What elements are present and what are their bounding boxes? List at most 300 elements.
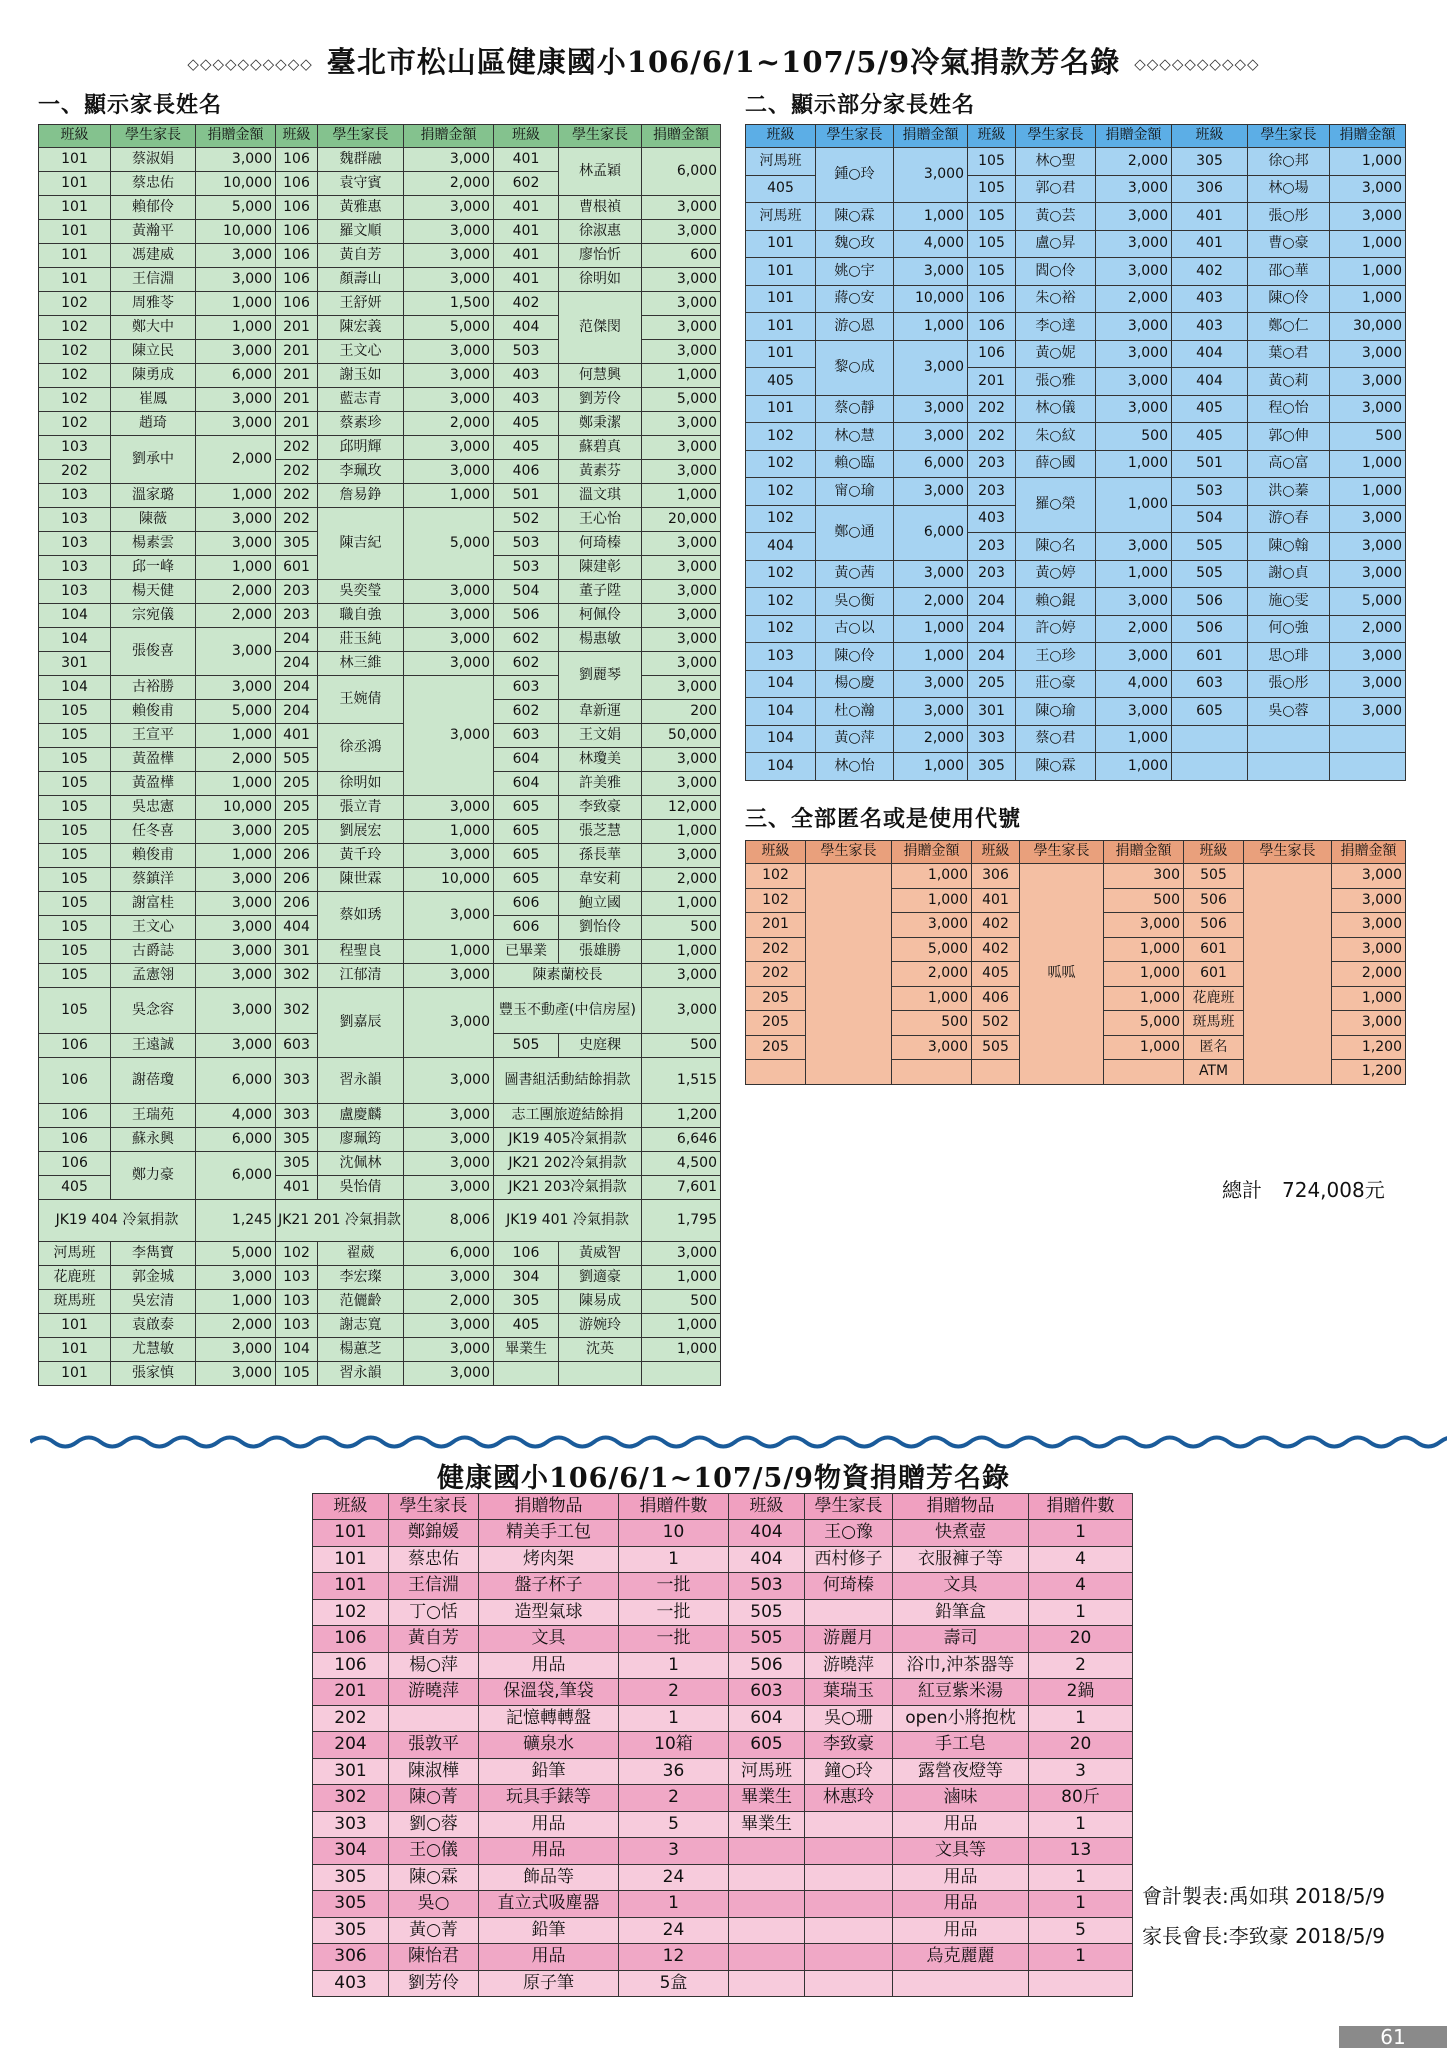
table-cell: 徐○邦 — [1248, 148, 1330, 176]
table-cell: 王文娟 — [559, 724, 642, 748]
table-cell: 1,795 — [642, 1200, 721, 1242]
table-cell: 105 — [39, 964, 111, 988]
table-cell: 3,000 — [1330, 395, 1406, 423]
table-cell: 3,000 — [404, 268, 494, 292]
table-cell — [729, 1864, 805, 1891]
table-cell: 105 — [39, 748, 111, 772]
table-cell: 204 — [313, 1732, 389, 1759]
table-cell: 201 — [313, 1679, 389, 1706]
table-cell: 用品 — [893, 1891, 1029, 1918]
table-cell: 3,000 — [1330, 560, 1406, 588]
table-cell: 101 — [313, 1573, 389, 1600]
table-cell: 305 — [313, 1864, 389, 1891]
table-cell: 101 — [39, 1338, 111, 1362]
table-cell: 3,000 — [642, 412, 721, 436]
table-cell: 林○場 — [1248, 175, 1330, 203]
table-cell: 孫長華 — [559, 844, 642, 868]
table-cell: 503 — [729, 1573, 805, 1600]
table-cell: 106 — [39, 1034, 111, 1058]
table-cell: 1,000 — [196, 1290, 276, 1314]
table-cell: 3,000 — [1332, 1011, 1406, 1036]
table-cell: 506 — [1172, 588, 1248, 616]
table-cell: 用品 — [479, 1811, 619, 1838]
table-cell: 1,000 — [892, 986, 972, 1011]
table-row — [39, 724, 721, 748]
table-cell: 3,000 — [1096, 230, 1172, 258]
table-cell: 徐明如 — [559, 268, 642, 292]
table-cell: 匿名 — [1184, 1035, 1244, 1060]
table-cell: 306 — [313, 1944, 389, 1971]
table-cell: 202 — [276, 460, 318, 484]
table-cell: 張敦平 — [389, 1732, 479, 1759]
table-cell: 3,000 — [404, 1362, 494, 1386]
table-cell: 106 — [276, 148, 318, 172]
table-cell: 3,000 — [1332, 864, 1406, 889]
table-cell: 3,000 — [196, 676, 276, 700]
table-cell — [1330, 753, 1406, 781]
table-cell: 301 — [39, 652, 111, 676]
table-cell: 501 — [494, 484, 559, 508]
table-cell: 河馬班 — [39, 1242, 111, 1266]
table-cell: 404 — [746, 533, 816, 561]
table-row — [313, 1599, 1133, 1626]
table-cell: 3,000 — [894, 698, 968, 726]
table-cell: 101 — [39, 1362, 111, 1386]
table-row — [39, 1242, 721, 1266]
table-cell: 506 — [1172, 615, 1248, 643]
table-cell: 2,000 — [1332, 962, 1406, 987]
table-cell: 河馬班 — [746, 203, 816, 231]
table-cell: 詹易錚 — [318, 484, 404, 508]
table-cell: 蔡○君 — [1016, 725, 1096, 753]
table-row — [313, 1970, 1133, 1997]
table-cell: 1,000 — [1104, 1035, 1184, 1060]
table-cell: 404 — [494, 316, 559, 340]
table-cell: 游○恩 — [816, 313, 894, 341]
table-cell: 3,000 — [404, 220, 494, 244]
table-cell: 郭金城 — [111, 1266, 196, 1290]
table-cell: 106 — [968, 285, 1016, 313]
table-cell: 斑馬班 — [1184, 1011, 1244, 1036]
table-cell: 104 — [39, 676, 111, 700]
table-cell: 306 — [972, 864, 1020, 889]
table-cell: 林○儀 — [1016, 395, 1096, 423]
table-cell: 3,000 — [196, 892, 276, 916]
table-cell: 1,000 — [196, 844, 276, 868]
table-cell: 施○雯 — [1248, 588, 1330, 616]
table-cell: 402 — [1172, 258, 1248, 286]
table-cell: 浴巾,沖茶器等 — [893, 1652, 1029, 1679]
table-cell: 206 — [276, 844, 318, 868]
table-cell — [642, 1362, 721, 1386]
table-cell: 102 — [746, 423, 816, 451]
table-cell: 105 — [968, 258, 1016, 286]
table-cell: 張俊喜 — [111, 628, 196, 676]
table-cell: 3,000 — [642, 1242, 721, 1266]
table-cell: 401 — [494, 148, 559, 172]
table-cell: 林○慧 — [816, 423, 894, 451]
table-cell: 2,000 — [404, 412, 494, 436]
table-cell: 50,000 — [642, 724, 721, 748]
table-cell: 104 — [39, 628, 111, 652]
table-cell: 楊天健 — [111, 580, 196, 604]
table-cell: 劉展宏 — [318, 820, 404, 844]
table-cell: 5,000 — [642, 388, 721, 412]
table-cell: 3,000 — [1330, 698, 1406, 726]
table-cell: 3,000 — [196, 868, 276, 892]
goods-table — [312, 1493, 1133, 1997]
table-cell: 1,000 — [894, 313, 968, 341]
table-cell: 305 — [313, 1891, 389, 1918]
header-cell: 班級 — [968, 125, 1016, 148]
table-cell: 3,000 — [642, 676, 721, 700]
table-cell: 1,000 — [1330, 450, 1406, 478]
table-row — [746, 725, 1406, 753]
table-cell: 102 — [39, 412, 111, 436]
table-cell: 102 — [746, 888, 806, 913]
table-cell: 保溫袋,筆袋 — [479, 1679, 619, 1706]
table-cell: 6,646 — [642, 1128, 721, 1152]
table-cell: 文具 — [479, 1626, 619, 1653]
table-cell: 溫文琪 — [559, 484, 642, 508]
table-cell: 花鹿班 — [1184, 986, 1244, 1011]
table-cell: 4,000 — [894, 230, 968, 258]
title-ornament-right: ◇◇◇◇◇◇◇◇◇◇ — [1134, 55, 1260, 73]
table-cell: 404 — [1172, 340, 1248, 368]
table-cell: 飾品等 — [479, 1864, 619, 1891]
wave-divider — [30, 1428, 1447, 1454]
table-cell: 畢業生 — [729, 1811, 805, 1838]
table-cell: 203 — [968, 560, 1016, 588]
table-cell: 游曉萍 — [805, 1652, 893, 1679]
table-cell: 3,000 — [642, 964, 721, 988]
table-cell: 1,000 — [1104, 986, 1184, 1011]
table-cell: 402 — [494, 292, 559, 316]
table-cell: 3,000 — [1096, 395, 1172, 423]
table-cell: 莊○豪 — [1016, 670, 1096, 698]
table-cell: 602 — [494, 700, 559, 724]
table-row — [746, 588, 1406, 616]
table-cell: 3,000 — [1330, 203, 1406, 231]
table-cell: 史庭稞 — [559, 1034, 642, 1058]
table-cell: 2,000 — [1096, 148, 1172, 176]
table-cell: 201 — [746, 913, 806, 938]
table-cell: 1 — [1029, 1811, 1133, 1838]
table-cell: 劉○蓉 — [389, 1811, 479, 1838]
table-cell: 3,000 — [1330, 175, 1406, 203]
table-cell: 1,000 — [642, 940, 721, 964]
table-cell: JK19 404 冷氣捐款 — [39, 1200, 196, 1242]
table-cell: 303 — [968, 725, 1016, 753]
table-cell: 206 — [276, 868, 318, 892]
table-cell: 3,000 — [196, 940, 276, 964]
table-row — [313, 1864, 1133, 1891]
table-cell: 何○強 — [1248, 615, 1330, 643]
table-cell: 3,000 — [404, 436, 494, 460]
table-cell: 105 — [39, 892, 111, 916]
table-cell: 1,000 — [196, 724, 276, 748]
table-cell: 王○儀 — [389, 1838, 479, 1865]
table-cell: 1 — [619, 1546, 729, 1573]
table-cell: 陳○伶 — [816, 643, 894, 671]
table-cell — [729, 1917, 805, 1944]
table-cell: 1,000 — [404, 484, 494, 508]
table-row — [39, 292, 721, 316]
table-cell: 陳建彰 — [559, 556, 642, 580]
table-cell: 蘇永興 — [111, 1128, 196, 1152]
table-cell: 201 — [968, 368, 1016, 396]
table-cell: 志工團旅遊結餘捐 — [494, 1104, 642, 1128]
table-cell: 3,000 — [1096, 175, 1172, 203]
table-cell: 3,000 — [642, 628, 721, 652]
table-cell: 玩具手錶等 — [479, 1785, 619, 1812]
table-cell: 506 — [729, 1652, 805, 1679]
table-cell: 106 — [39, 1058, 111, 1104]
table-cell: 205 — [276, 772, 318, 796]
table-cell: 3,000 — [1096, 203, 1172, 231]
table-cell: 記憶轉轉盤 — [479, 1705, 619, 1732]
table-row — [39, 892, 721, 916]
table-cell: 鄭大中 — [111, 316, 196, 340]
table-cell: 吳怡倩 — [318, 1176, 404, 1200]
table-cell: 103 — [39, 508, 111, 532]
table-cell: 何琦榛 — [559, 532, 642, 556]
table-cell: 3,000 — [642, 316, 721, 340]
table-cell: 任冬喜 — [111, 820, 196, 844]
table-cell: 1,000 — [1330, 148, 1406, 176]
table-cell: 1 — [1029, 1891, 1133, 1918]
table-cell: 張家慎 — [111, 1362, 196, 1386]
table-cell: 105 — [39, 820, 111, 844]
table-row — [746, 560, 1406, 588]
table-cell: 李珮玫 — [318, 460, 404, 484]
header-cell: 捐贈物品 — [479, 1494, 619, 1520]
table-cell: 王舒妍 — [318, 292, 404, 316]
table-cell: 1,000 — [196, 772, 276, 796]
table-cell: 302 — [276, 964, 318, 988]
table-cell: 401 — [494, 268, 559, 292]
table-cell: 304 — [313, 1838, 389, 1865]
table-cell: 403 — [494, 364, 559, 388]
table-cell: 106 — [276, 292, 318, 316]
table-cell: 5,000 — [892, 937, 972, 962]
table-cell: 101 — [39, 268, 111, 292]
table-cell: 106 — [276, 244, 318, 268]
table-cell: 105 — [39, 844, 111, 868]
table-cell: 3,000 — [196, 148, 276, 172]
table-cell — [1244, 864, 1332, 1085]
table-cell: 5,000 — [196, 196, 276, 220]
table-cell: 406 — [494, 460, 559, 484]
table-cell: 403 — [1172, 313, 1248, 341]
table-cell: 許○婷 — [1016, 615, 1096, 643]
table-cell: 103 — [39, 532, 111, 556]
table-cell: 劉怡伶 — [559, 916, 642, 940]
table-cell: 1,515 — [642, 1058, 721, 1104]
table-cell: 500 — [642, 1290, 721, 1314]
table-cell: 200 — [642, 700, 721, 724]
table-cell — [494, 1362, 559, 1386]
table-cell: 3,000 — [642, 604, 721, 628]
table-cell: 范傑閔 — [559, 292, 642, 364]
table-cell: 502 — [972, 1011, 1020, 1036]
table-cell: 401 — [276, 1176, 318, 1200]
table-cell: 5,000 — [196, 1242, 276, 1266]
table-cell: 106 — [39, 1152, 111, 1176]
table-cell: 3,000 — [1096, 258, 1172, 286]
header-cell: 捐贈金額 — [1330, 125, 1406, 148]
goods-header-row — [313, 1494, 1133, 1520]
table-cell: 605 — [494, 796, 559, 820]
table-cell: 102 — [39, 364, 111, 388]
table-cell: 文具 — [893, 1573, 1029, 1600]
table-cell — [1104, 1060, 1184, 1085]
table-cell: 露營夜燈等 — [893, 1758, 1029, 1785]
table-cell: 106 — [313, 1652, 389, 1679]
table-cell: 葉○君 — [1248, 340, 1330, 368]
table-cell: 3,000 — [642, 844, 721, 868]
header-cell: 學生家長 — [559, 125, 642, 148]
table-cell: 陳吉紀 — [318, 508, 404, 580]
header-cell: 學生家長 — [1244, 841, 1332, 864]
table-cell: 廖怡忻 — [559, 244, 642, 268]
table-cell: 202 — [746, 962, 806, 987]
table-row — [746, 313, 1406, 341]
table-cell: 用品 — [893, 1864, 1029, 1891]
table-cell: 尤慧敏 — [111, 1338, 196, 1362]
table-cell: 3,000 — [196, 412, 276, 436]
table-cell: 1,245 — [196, 1200, 276, 1242]
table-row — [39, 868, 721, 892]
table-row — [39, 244, 721, 268]
table-cell: 102 — [313, 1599, 389, 1626]
table-cell: 201 — [276, 316, 318, 340]
table-cell: 陳易成 — [559, 1290, 642, 1314]
table-cell: 101 — [746, 395, 816, 423]
table-cell: 2,000 — [892, 962, 972, 987]
table-cell: 3,000 — [404, 340, 494, 364]
table-cell: 101 — [746, 258, 816, 286]
table-cell: 黃○婷 — [1016, 560, 1096, 588]
table-cell: 301 — [968, 698, 1016, 726]
table-cell: 文具等 — [893, 1838, 1029, 1865]
table-cell: 3,000 — [196, 1338, 276, 1362]
table-cell: 楊○萍 — [389, 1652, 479, 1679]
table-row — [39, 508, 721, 532]
table-cell: 鉛筆盒 — [893, 1599, 1029, 1626]
table-cell: 105 — [39, 724, 111, 748]
table-cell: 3,000 — [1330, 643, 1406, 671]
table-cell: 1,000 — [1096, 725, 1172, 753]
table-cell: 505 — [1172, 533, 1248, 561]
table-row — [313, 1652, 1133, 1679]
table-row — [313, 1705, 1133, 1732]
table-cell: 3,000 — [642, 580, 721, 604]
table-cell: 謝蓓瓊 — [111, 1058, 196, 1104]
table-cell: 401 — [1172, 230, 1248, 258]
table-cell: 101 — [313, 1546, 389, 1573]
table-cell: 201 — [276, 412, 318, 436]
table-row — [39, 1290, 721, 1314]
table-cell: 10,000 — [196, 220, 276, 244]
table-cell: 3,000 — [196, 268, 276, 292]
table-cell: 3,000 — [196, 988, 276, 1034]
table-cell: 游○春 — [1248, 505, 1330, 533]
table-cell: 405 — [746, 175, 816, 203]
table-cell: 102 — [39, 316, 111, 340]
table-cell: 605 — [494, 820, 559, 844]
table-cell: 3,000 — [892, 1035, 972, 1060]
table-cell: 4 — [1029, 1573, 1133, 1600]
table-cell: 1,000 — [642, 1338, 721, 1362]
goods-title: 健康國小106/6/1~107/5/9物資捐贈芳名錄 — [437, 1463, 1010, 1494]
section2-table — [745, 124, 1406, 781]
grand-total: 總計 724,008元 — [1222, 1178, 1385, 1202]
table-cell — [1330, 725, 1406, 753]
table-cell: 蔡素珍 — [318, 412, 404, 436]
table-cell: 杜○瀚 — [816, 698, 894, 726]
table-cell: 徐明如 — [318, 772, 404, 796]
table-cell: 106 — [968, 313, 1016, 341]
table-cell: 曹根禎 — [559, 196, 642, 220]
table-cell: 104 — [276, 1338, 318, 1362]
header-cell: 捐贈金額 — [892, 841, 972, 864]
table-cell: 10箱 — [619, 1732, 729, 1759]
table-cell: 紅豆紫米湯 — [893, 1679, 1029, 1706]
table-cell: 張立青 — [318, 796, 404, 820]
table-cell: 6,000 — [894, 505, 968, 560]
table-cell: 顏壽山 — [318, 268, 404, 292]
table-cell: 24 — [619, 1864, 729, 1891]
table-cell: 606 — [494, 916, 559, 940]
table-cell: 朱○紋 — [1016, 423, 1096, 451]
table-cell: 302 — [276, 988, 318, 1034]
table-cell: 3,000 — [196, 340, 276, 364]
table-row — [746, 230, 1406, 258]
table-cell: 1,000 — [642, 1314, 721, 1338]
table-cell: 郭○伸 — [1248, 423, 1330, 451]
table-cell: 斑馬班 — [39, 1290, 111, 1314]
table-cell: 3,000 — [196, 820, 276, 844]
table-cell: 蔡淑娟 — [111, 148, 196, 172]
page-title — [0, 40, 1447, 81]
table-cell: 3,000 — [196, 532, 276, 556]
table-cell: 202 — [276, 436, 318, 460]
table-cell: 3,000 — [1104, 913, 1184, 938]
table-cell: 2 — [619, 1679, 729, 1706]
header-cell: 學生家長 — [1020, 841, 1104, 864]
table-cell: 一批 — [619, 1573, 729, 1600]
table-row — [746, 478, 1406, 506]
table-cell: 3,000 — [404, 652, 494, 676]
table-row — [313, 1626, 1133, 1653]
table-cell: 102 — [746, 478, 816, 506]
table-cell: 陳淑樺 — [389, 1758, 479, 1785]
table-cell: 106 — [968, 340, 1016, 368]
table-cell: 3,000 — [1096, 698, 1172, 726]
table-cell: 405 — [746, 368, 816, 396]
table-cell: 305 — [276, 1128, 318, 1152]
table-cell: 許美雅 — [559, 772, 642, 796]
table-cell: 吳○衡 — [816, 588, 894, 616]
table-cell: 呱呱 — [1020, 864, 1104, 1085]
table-row — [39, 964, 721, 988]
table-row — [39, 1362, 721, 1386]
table-cell: 20 — [1029, 1732, 1133, 1759]
table-cell: 106 — [313, 1626, 389, 1653]
table-row — [746, 285, 1406, 313]
header-cell: 學生家長 — [318, 125, 404, 148]
